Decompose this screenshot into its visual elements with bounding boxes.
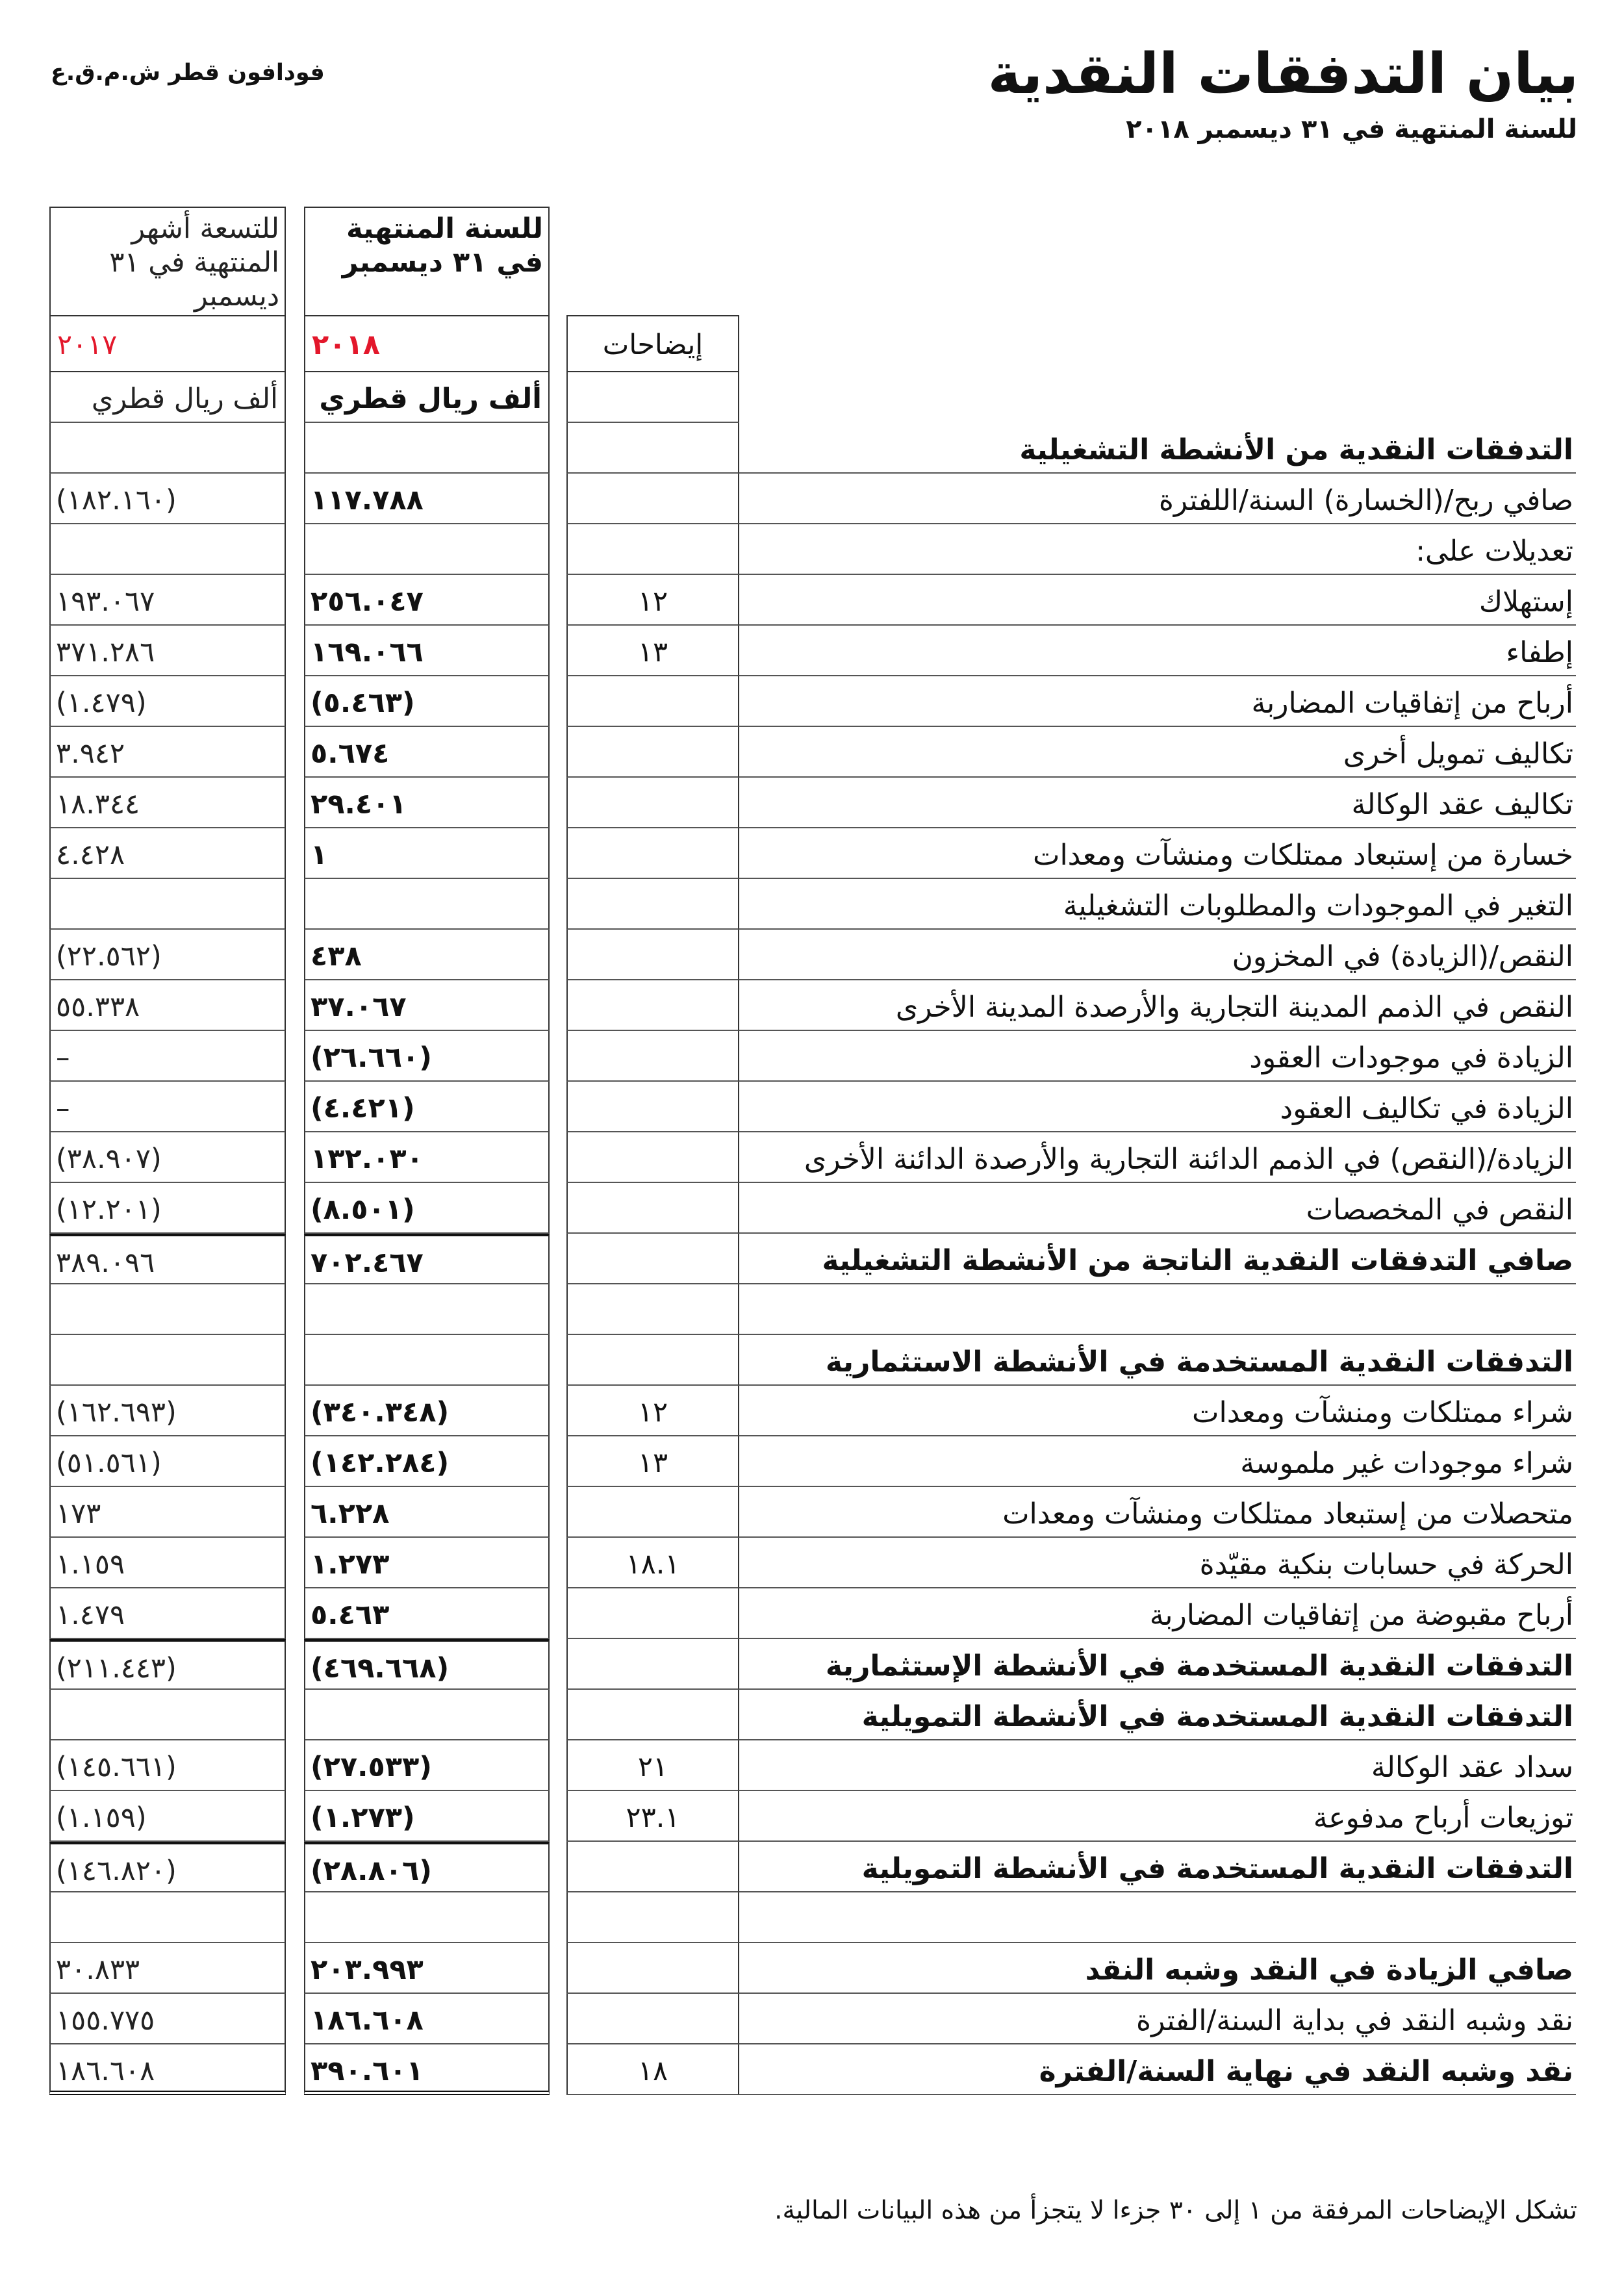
current-period-value: ١.٢٧٣ [304,1538,550,1588]
row-label: نقد وشبه النقد في بداية السنة/الفترة [739,1994,1576,2044]
current-period-value: ١١٧.٧٨٨ [304,474,550,524]
current-period-value: ١٣٢.٠٣٠ [304,1132,550,1183]
note-reference [566,1183,739,1234]
current-period-value: ٧٠٢.٤٦٧ [304,1234,550,1284]
table-row [49,1386,1576,1436]
row-label: صافي الزيادة في النقد وشبه النقد [739,1943,1576,1994]
current-period-value: ١ [304,828,550,879]
row-label: الحركة في حسابات بنكية مقيّدة [739,1538,1576,1588]
table-row [49,828,1576,879]
note-reference [566,676,739,727]
note-reference [566,1082,739,1132]
current-period-value: ٦.٢٢٨ [304,1487,550,1538]
note-reference [566,1892,739,1943]
row-label: إطفاء [739,626,1576,676]
row-label [739,1284,1576,1335]
current-period-value: ٥.٤٦٣ [304,1588,550,1639]
table-row [49,1335,1576,1386]
note-reference [566,1690,739,1740]
table-row [49,575,1576,626]
prev-period-value: ٣٧١.٢٨٦ [49,626,286,676]
note-reference: ٢٣.١ [566,1791,739,1842]
prev-period-value [49,1892,286,1943]
current-period-heading: للسنة المنتهية في ٣١ ديسمبر [304,207,550,315]
row-label: شراء موجودات غير ملموسة [739,1436,1576,1487]
row-label: أرباح من إتفاقيات المضاربة [739,676,1576,727]
table-row [49,1994,1576,2044]
current-period-value: (١.٢٧٣) [304,1791,550,1842]
current-period-value: ٣٩٠.٦٠١ [304,2044,550,2095]
table-row [49,778,1576,828]
table-row [49,1740,1576,1791]
row-label: متحصلات من إستبعاد ممتلكات ومنشآت ومعدات [739,1487,1576,1538]
note-reference [566,1994,739,2044]
row-label: التدفقات النقدية المستخدمة في الأنشطة الإستثمارية [739,1639,1576,1690]
row-label: سداد عقد الوكالة [739,1740,1576,1791]
note-reference: ١٣ [566,1436,739,1487]
current-period-value [304,1284,550,1335]
table-row [49,879,1576,930]
row-label: الزيادة/(النقص) في الذمم الدائنة التجارية والأرصدة الدائنة الأخرى [739,1132,1576,1183]
table-row [49,1082,1576,1132]
current-unit-label: ألف ريال قطري [304,372,550,423]
table-row [49,1639,1576,1690]
row-label: صافي ربح/(الخسارة) السنة/اللفترة [739,474,1576,524]
prev-period-value: – [49,1031,286,1082]
table-row [49,1842,1576,1892]
prev-period-value: (١٨٢.١٦٠) [49,474,286,524]
table-row [49,1892,1576,1943]
prev-period-value: ١٥٥.٧٧٥ [49,1994,286,2044]
table-row [49,1690,1576,1740]
note-reference [566,1842,739,1892]
prev-period-value: (٢٢.٥٦٢) [49,930,286,980]
note-reference: ١٢ [566,575,739,626]
prev-period-value: (١٤٥.٦٦١) [49,1740,286,1791]
table-row [49,626,1576,676]
current-period-value [304,423,550,474]
prev-period-value: (١.٤٧٩) [49,676,286,727]
note-reference [566,930,739,980]
note-reference [566,1132,739,1183]
note-reference [566,1639,739,1690]
current-period-value: ١٨٦.٦٠٨ [304,1994,550,2044]
table-row [49,1284,1576,1335]
prev-period-value: ٣.٩٤٢ [49,727,286,778]
table-row [49,1487,1576,1538]
table-row [49,1588,1576,1639]
current-period-value: ٥.٦٧٤ [304,727,550,778]
prev-period-value: ١٧٣ [49,1487,286,1538]
current-period-value: (٢٨.٨٠٦) [304,1842,550,1892]
note-reference [566,879,739,930]
table-row [49,1791,1576,1842]
prev-period-value: (١٤٦.٨٢٠) [49,1842,286,1892]
current-period-value: ٢٠٣.٩٩٣ [304,1943,550,1994]
prev-period-value: ١٨٦.٦٠٨ [49,2044,286,2095]
row-label [739,1892,1576,1943]
prev-period-value: (٣٨.٩٠٧) [49,1132,286,1183]
prev-year-label: ٢٠١٧ [49,315,286,372]
row-label: الزيادة في موجودات العقود [739,1031,1576,1082]
row-label: النقص في الذمم المدينة التجارية والأرصدة المدينة الأخرى [739,980,1576,1031]
note-reference [566,1284,739,1335]
current-period-value: ٢٩.٤٠١ [304,778,550,828]
row-label: نقد وشبه النقد في نهاية السنة/الفترة [739,2044,1576,2095]
current-period-value: (١٤٢.٢٨٤) [304,1436,550,1487]
row-label: التغير في الموجودات والمطلوبات التشغيلية [739,879,1576,930]
row-label: خسارة من إستبعاد ممتلكات ومنشآت ومعدات [739,828,1576,879]
table-row [49,1031,1576,1082]
prev-period-value: (١٢.٢٠١) [49,1183,286,1234]
row-label: التدفقات النقدية المستخدمة في الأنشطة الاستثمارية [739,1335,1576,1386]
prev-period-value: (٢١١.٤٤٣) [49,1639,286,1690]
prev-period-value: (١.١٥٩) [49,1791,286,1842]
current-period-value: (٢٧.٥٣٣) [304,1740,550,1791]
note-reference: ١٣ [566,626,739,676]
current-period-value: (٥.٤٦٣) [304,676,550,727]
statement-title: بيان التدفقات النقدية [987,42,1579,107]
note-reference [566,1943,739,1994]
row-label: التدفقات النقدية المستخدمة في الأنشطة التمويلية [739,1690,1576,1740]
prev-period-value: ١.١٥٩ [49,1538,286,1588]
note-reference [566,1335,739,1386]
current-period-value: (٨.٥٠١) [304,1183,550,1234]
row-label: صافي التدفقات النقدية الناتجة من الأنشطة التشغيلية [739,1234,1576,1284]
note-reference [566,727,739,778]
current-period-value: (٢٦.٦٦٠) [304,1031,550,1082]
table-row [49,2044,1576,2095]
note-reference [566,1487,739,1538]
prev-period-value: ٣٨٩.٠٩٦ [49,1234,286,1284]
table-row [49,980,1576,1031]
current-period-value [304,524,550,575]
row-label: إستهلاك [739,575,1576,626]
table-row [49,1132,1576,1183]
current-period-value [304,1335,550,1386]
note-reference [566,1031,739,1082]
note-reference [566,423,739,474]
current-period-value [304,879,550,930]
table-row [49,1436,1576,1487]
row-label: شراء ممتلكات ومنشآت ومعدات [739,1386,1576,1436]
note-reference [566,1588,739,1639]
row-label: النقص في المخصصات [739,1183,1576,1234]
row-label: تكاليف تمويل أخرى [739,727,1576,778]
row-label: التدفقات النقدية من الأنشطة التشغيلية [739,423,1576,474]
note-reference [566,980,739,1031]
row-label: توزيعات أرباح مدفوعة [739,1791,1576,1842]
prev-period-value: ١٨.٣٤٤ [49,778,286,828]
footnote: تشكل الإيضاحات المرفقة من ١ إلى ٣٠ جزءا لا يتجزأ من هذه البيانات المالية. [774,2196,1577,2225]
note-reference: ٢١ [566,1740,739,1791]
unit-row [49,372,1576,423]
current-year-label: ٢٠١٨ [304,315,550,372]
note-reference: ١٨ [566,2044,739,2095]
prev-period-value: ٥٥.٣٣٨ [49,980,286,1031]
current-period-value: (٤٦٩.٦٦٨) [304,1639,550,1690]
prev-period-value [49,1690,286,1740]
unit-row-note-cell [566,372,739,423]
row-label: الزيادة في تكاليف العقود [739,1082,1576,1132]
prev-period-value [49,423,286,474]
table-row [49,1538,1576,1588]
row-label: أرباح مقبوضة من إتفاقيات المضاربة [739,1588,1576,1639]
prev-period-value: ١.٤٧٩ [49,1588,286,1639]
prev-period-value [49,1284,286,1335]
table-row [49,423,1576,474]
prev-period-value: – [49,1082,286,1132]
note-reference [566,1234,739,1284]
table-row [49,474,1576,524]
current-period-value: ٢٥٦.٠٤٧ [304,575,550,626]
statement-subtitle: للسنة المنتهية في ٣١ ديسمبر ٢٠١٨ [1126,114,1577,144]
prev-unit-label: ألف ريال قطري [49,372,286,423]
notes-heading: إيضاحات [566,315,739,372]
table-row [49,727,1576,778]
note-reference [566,778,739,828]
prev-period-value [49,879,286,930]
table-row [49,1183,1576,1234]
current-period-value: ٤٣٨ [304,930,550,980]
prev-period-value [49,524,286,575]
table-row [49,524,1576,575]
current-period-value [304,1892,550,1943]
note-reference [566,524,739,575]
table-row [49,1234,1576,1284]
table-row [49,676,1576,727]
note-reference [566,474,739,524]
table-row [49,930,1576,980]
prev-period-value: (١٦٢.٦٩٣) [49,1386,286,1436]
note-reference: ١٨.١ [566,1538,739,1588]
prev-period-value: ١٩٣.٠٦٧ [49,575,286,626]
prev-period-value: (٥١.٥٦١) [49,1436,286,1487]
row-label: تعديلات على: [739,524,1576,575]
prev-period-value: ٣٠.٨٣٣ [49,1943,286,1994]
row-label: التدفقات النقدية المستخدمة في الأنشطة التمويلية [739,1842,1576,1892]
company-name: فودافون قطر ش.م.ق.ع [51,60,325,86]
row-label: النقص/(الزيادة) في المخزون [739,930,1576,980]
note-reference [566,828,739,879]
prev-period-value [49,1335,286,1386]
current-period-value [304,1690,550,1740]
prev-period-value: ٤.٤٢٨ [49,828,286,879]
current-period-value: ٣٧.٠٦٧ [304,980,550,1031]
current-period-value: ١٦٩.٠٦٦ [304,626,550,676]
table-row [49,1943,1576,1994]
note-reference: ١٢ [566,1386,739,1436]
current-period-value: (٣٤٠.٣٤٨) [304,1386,550,1436]
prev-period-heading: للتسعة أشهر المنتهية في ٣١ ديسمبر [49,207,286,315]
row-label: تكاليف عقد الوكالة [739,778,1576,828]
current-period-value: (٤.٤٢١) [304,1082,550,1132]
